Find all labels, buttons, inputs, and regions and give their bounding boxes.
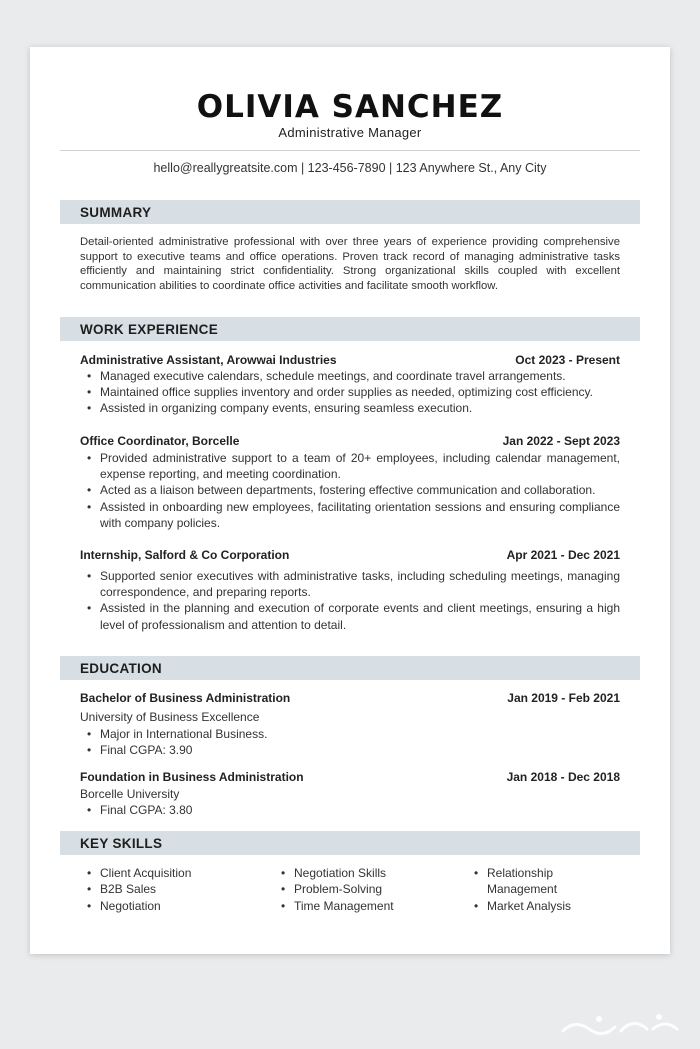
resume-page [30,47,670,954]
summary-text: Detail-oriented administrative professional with over three years of experience providing comprehensive support to executive teams and office operations. Proven track record of managing administrative tasks efficiently and maintaining strict confidentiality. Strong organizational skills coupled with excellent communication abilities to coordinate office activities and facilitate smooth workflow. [80,236,620,292]
list-item: • Acted as a liaison between departments, fostering effective communication and collaboration. [80,482,620,498]
education-heading: EDUCATION [80,661,162,676]
summary-heading: SUMMARY [80,205,152,220]
list-item: • Managed executive calendars, schedule meetings, and coordinate travel arrangements. [80,368,620,384]
experience-heading: WORK EXPERIENCE [80,322,219,337]
job-role: Administrative Manager [278,125,422,140]
contact-line: hello@reallygreatsite.com | 123-456-7890 | 123 Anywhere St., Any City [153,161,547,175]
degree-title: Foundation in Business Administration [80,770,304,784]
job-title: Internship, Salford & Co Corporation [80,548,290,562]
skills-column [274,865,404,914]
list-item: • Major in International Business. [80,726,620,742]
list-item: • Assisted in organizing company events, ensuring seamless execution. [80,400,620,416]
list-item: • Assisted in the planning and execution of corporate events and client meetings, ensuring a high level of professionalism and attention to detail. [80,600,620,632]
job-title: Administrative Assistant, Arowwai Industries [80,353,337,367]
school-name: University of Business Excellence [80,710,260,724]
summary-heading-band [60,200,640,224]
list-item: • Supported senior executives with administrative tasks, including scheduling meetings, managing correspondence, and preparing reports. [80,568,620,600]
skills-heading-band [60,831,640,855]
skills-heading: KEY SKILLS [80,836,163,851]
skill-item: • Market Analysis [467,898,577,914]
school-name: Borcelle University [80,787,180,801]
list-item: • Final CGPA: 3.90 [80,742,620,758]
candidate-name: OLIVIA SANCHEZ [196,89,504,125]
job-date: Oct 2023 - Present [515,353,620,367]
skills-column [467,865,577,914]
degree-date: Jan 2018 - Dec 2018 [506,770,620,784]
list-item: • Maintained office supplies inventory and order supplies as needed, optimizing cost efficiency. [80,384,620,400]
degree-bullets [80,726,620,758]
header-divider [60,150,640,151]
job-title: Office Coordinator, Borcelle [80,434,240,448]
skill-item: • Time Management [274,898,404,914]
degree-bullets [80,802,620,818]
job-bullets [80,450,620,531]
job-bullets [80,568,620,633]
watermark-logo-icon [555,1011,685,1039]
skill-item: • Negotiation Skills [274,865,404,881]
skill-item: • Problem-Solving [274,881,404,897]
skills-column [80,865,210,914]
skill-item: • B2B Sales [80,881,210,897]
education-heading-band [60,656,640,680]
experience-heading-band [60,317,640,341]
job-date: Apr 2021 - Dec 2021 [506,548,620,562]
job-date: Jan 2022 - Sept 2023 [502,434,620,448]
list-item: • Assisted in onboarding new employees, facilitating orientation sessions and ensuring compliance with company policies. [80,499,620,531]
skill-item: • Relationship Management [467,865,577,898]
job-bullets [80,368,620,417]
skill-item: • Client Acquisition [80,865,210,881]
list-item: • Provided administrative support to a team of 20+ employees, including calendar management, expense reporting, and meeting coordination. [80,450,620,482]
list-item: • Final CGPA: 3.80 [80,802,620,818]
degree-date: Jan 2019 - Feb 2021 [507,691,620,705]
degree-title: Bachelor of Business Administration [80,691,291,705]
skill-item: • Negotiation [80,898,210,914]
